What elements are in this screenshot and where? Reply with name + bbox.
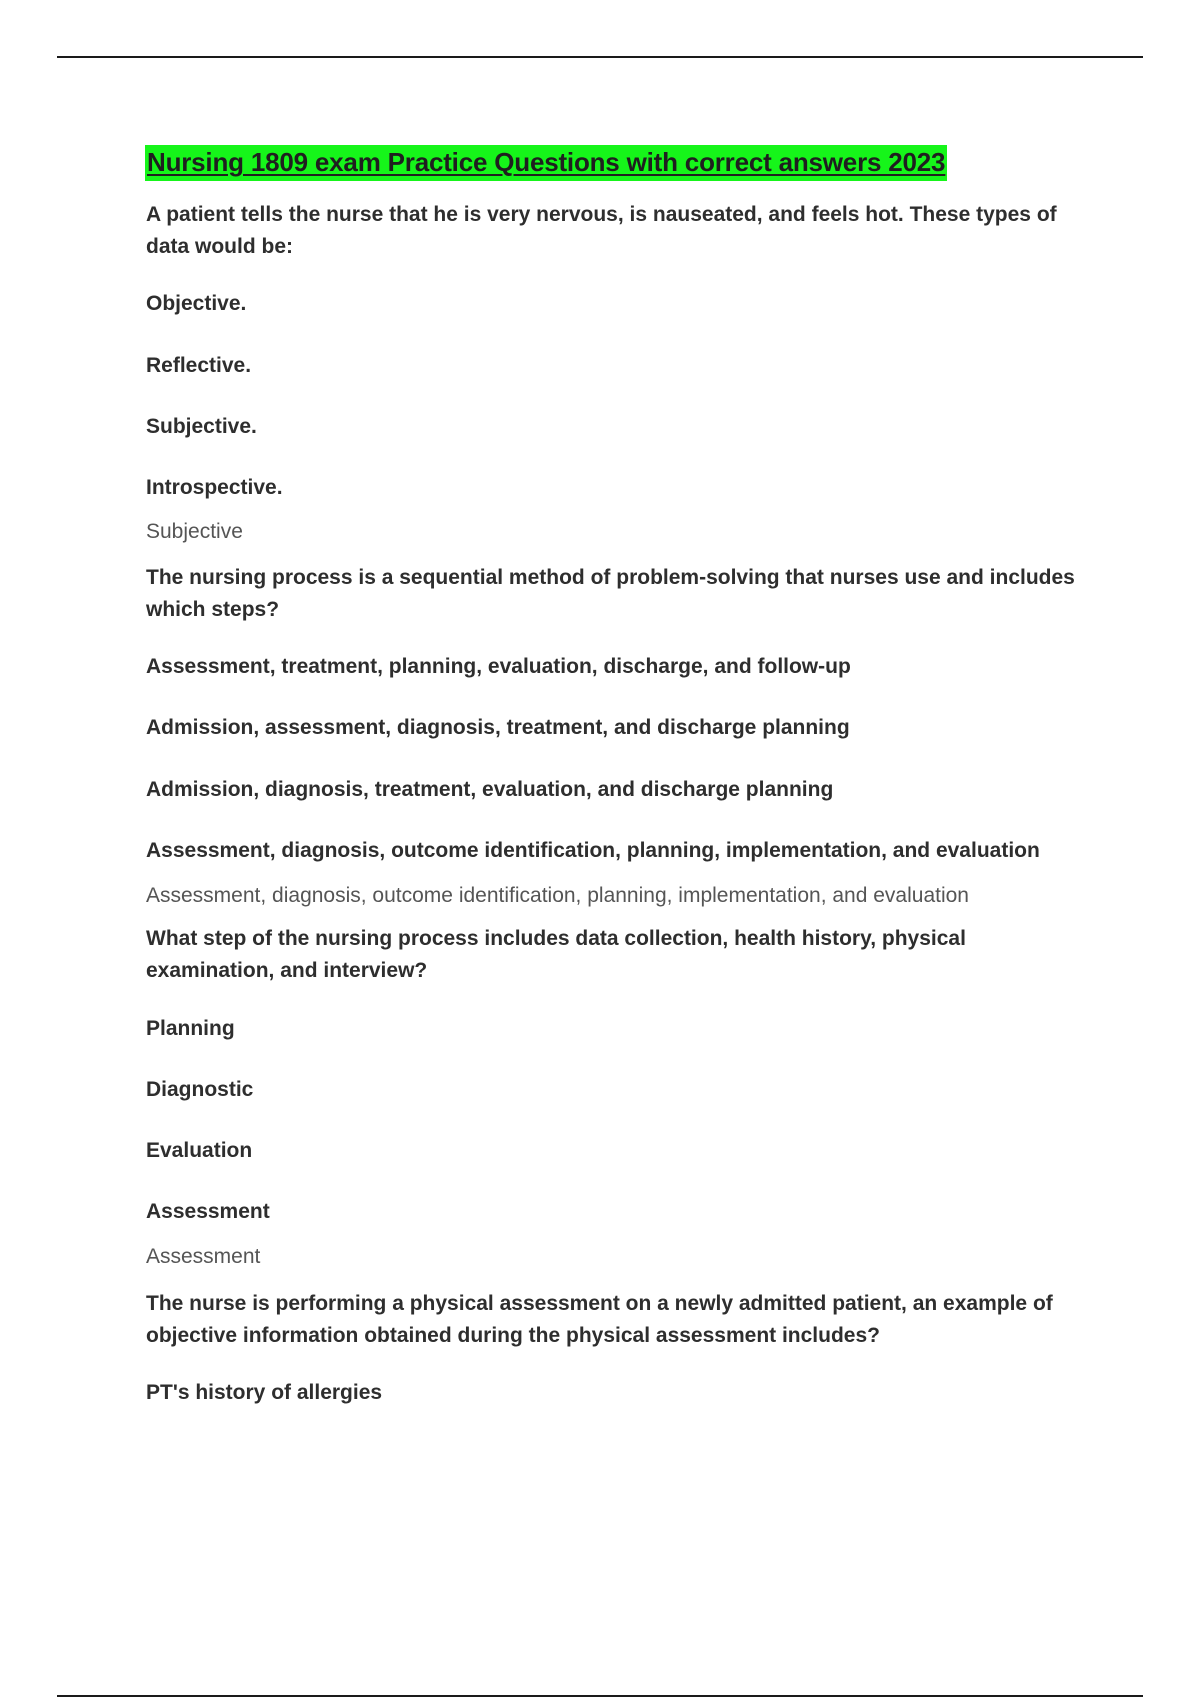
document-body (146, 145, 1076, 1408)
q3-option-c: Evaluation (146, 1139, 253, 1162)
q1-option-d: Introspective. (146, 476, 283, 499)
q1-answer: Subjective (146, 520, 243, 543)
bottom-rule (57, 1695, 1143, 1697)
q2-answer: Assessment, diagnosis, outcome identification, planning, implementation, and evaluation (146, 884, 969, 907)
question-4: The nurse is performing a physical assessment on a newly admitted patient, an example of objective information obtained during the physical assessment includes? (146, 1292, 1053, 1347)
q3-option-d: Assessment (146, 1200, 270, 1223)
q3-option-a: Planning (146, 1017, 235, 1040)
document-title: Nursing 1809 exam Practice Questions with correct answers 2023 (145, 145, 947, 181)
q3-answer: Assessment (146, 1245, 261, 1268)
question-1: A patient tells the nurse that he is very nervous, is nauseated, and feels hot. These types of data would be: (146, 203, 1057, 258)
q2-option-b: Admission, assessment, diagnosis, treatment, and discharge planning (146, 716, 850, 739)
q3-option-b: Diagnostic (146, 1078, 254, 1101)
q1-option-c: Subjective. (146, 415, 257, 438)
q2-option-c: Admission, diagnosis, treatment, evaluation, and discharge planning (146, 778, 834, 801)
q2-option-a: Assessment, treatment, planning, evaluation, discharge, and follow-up (146, 655, 851, 678)
question-2: The nursing process is a sequential method of problem-solving that nurses use and includes which steps? (146, 566, 1075, 621)
q1-option-a: Objective. (146, 292, 247, 315)
q2-option-d: Assessment, diagnosis, outcome identification, planning, implementation, and evaluation (146, 839, 1040, 862)
q1-option-b: Reflective. (146, 354, 252, 377)
top-rule (57, 56, 1143, 58)
question-3: What step of the nursing process includes data collection, health history, physical examination, and interview? (146, 927, 966, 982)
q4-option-a: PT's history of allergies (146, 1381, 383, 1404)
